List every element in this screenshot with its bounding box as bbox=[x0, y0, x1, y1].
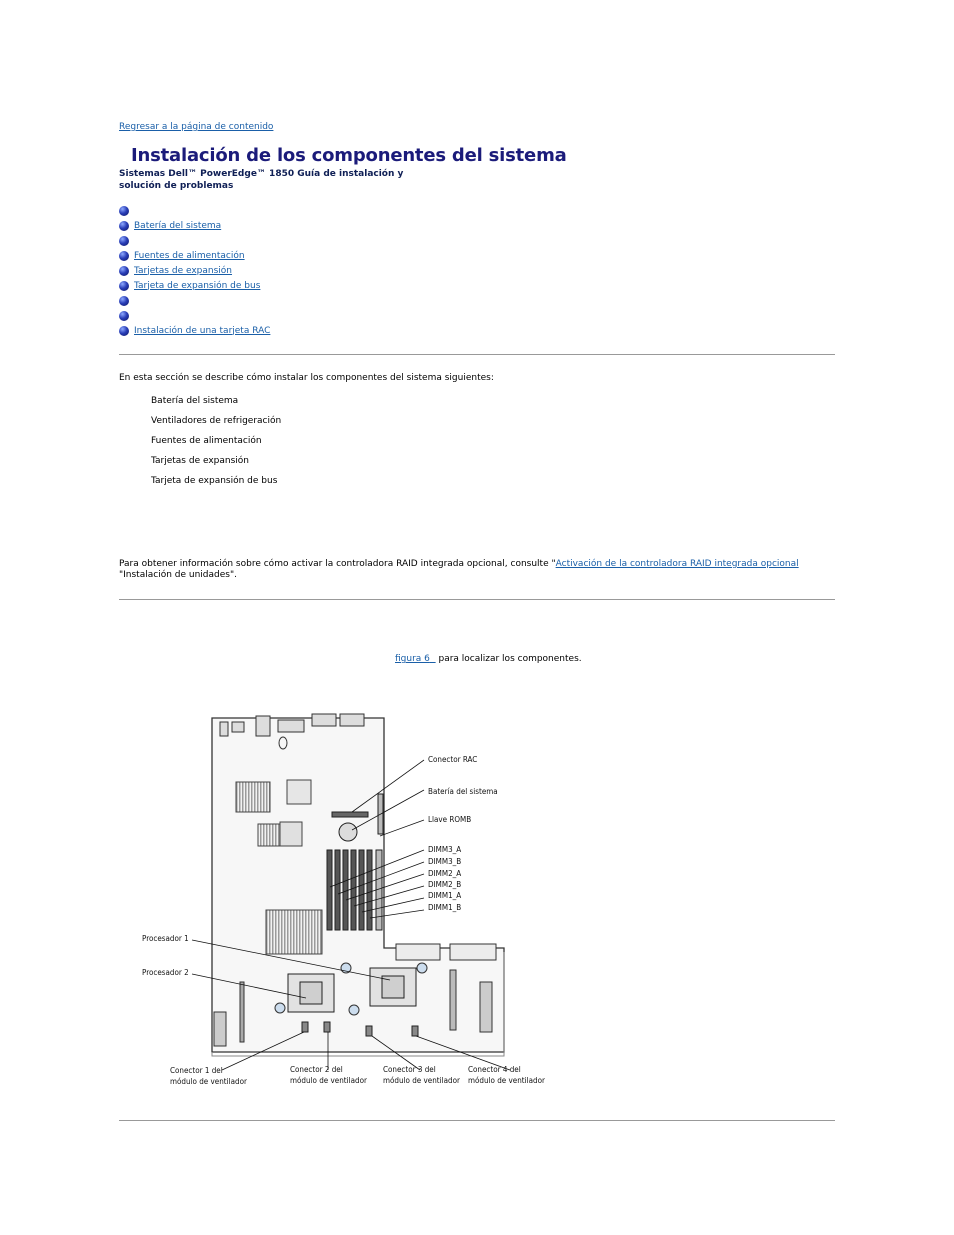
label-dimm3b: DIMM3_B bbox=[428, 857, 462, 866]
label-rac: Conector RAC bbox=[428, 755, 478, 764]
toc-item bbox=[119, 218, 273, 233]
label-dimm2b: DIMM2_B bbox=[428, 880, 462, 889]
component-list bbox=[151, 396, 281, 496]
bullet-icon bbox=[119, 326, 129, 336]
toc-item bbox=[119, 263, 273, 278]
toc-link-tarjeta-bus[interactable]: Tarjeta de expansión de bus bbox=[134, 280, 261, 291]
toc-link-bateria[interactable]: Batería del sistema bbox=[134, 220, 222, 231]
bullet-icon bbox=[119, 221, 129, 231]
label-fan-3-b: módulo de ventilador bbox=[383, 1076, 460, 1085]
label-processor-1: Procesador 1 bbox=[142, 934, 189, 943]
label-dimm1a: DIMM1_A bbox=[428, 891, 462, 900]
figure-reference bbox=[395, 654, 582, 664]
raid-text-2: "Instalación de unidades". bbox=[119, 570, 237, 580]
component-item: Batería del sistema bbox=[151, 396, 239, 406]
toc-link-3[interactable] bbox=[134, 236, 190, 245]
raid-paragraph bbox=[119, 559, 839, 581]
bullet-icon bbox=[119, 251, 129, 261]
toc-link-fuentes[interactable]: Fuentes de alimentación bbox=[134, 250, 245, 261]
bullet-icon bbox=[119, 311, 129, 321]
bullet-icon bbox=[119, 206, 129, 216]
bullet-icon bbox=[119, 296, 129, 306]
figure-link[interactable] bbox=[395, 654, 436, 664]
divider bbox=[119, 599, 835, 600]
divider bbox=[119, 354, 835, 355]
raid-text: Para obtener información sobre cómo activar la controladora RAID integrada opcional, consulte " bbox=[119, 559, 556, 569]
toc-link-7[interactable] bbox=[134, 296, 226, 305]
label-fan-4: Conector 4 del bbox=[468, 1065, 521, 1074]
component-item: Tarjeta de expansión de bus bbox=[151, 476, 278, 486]
figure-ref-text: para localizar los componentes. bbox=[435, 654, 582, 664]
toc-link-rac[interactable]: Instalación de una tarjeta RAC bbox=[134, 325, 271, 336]
table-of-contents bbox=[119, 203, 273, 338]
toc-link-8[interactable] bbox=[134, 311, 184, 320]
label-fan-1: Conector 1 del bbox=[170, 1066, 223, 1075]
toc-item bbox=[119, 248, 273, 263]
toc-item bbox=[119, 233, 273, 248]
label-fan-3: Conector 3 del bbox=[383, 1065, 436, 1074]
label-dimm1b: DIMM1_B bbox=[428, 903, 462, 912]
toc-item bbox=[119, 308, 273, 323]
label-fan-4-b: módulo de ventilador bbox=[468, 1076, 545, 1085]
label-fan-2: Conector 2 del bbox=[290, 1065, 343, 1074]
label-fan-1-b: módulo de ventilador bbox=[170, 1077, 247, 1086]
page-title: Instalación de los componentes del sistema bbox=[131, 145, 567, 166]
toc-link-tarjetas[interactable]: Tarjetas de expansión bbox=[134, 265, 233, 276]
raid-link[interactable]: Activación de la controladora RAID integrada opcional bbox=[555, 559, 799, 569]
bullet-icon bbox=[119, 266, 129, 276]
figure-link-label: figura 6 bbox=[395, 654, 430, 664]
divider bbox=[119, 1120, 835, 1121]
system-board-diagram bbox=[140, 712, 560, 1097]
intro-text: En esta sección se describe cómo instalar los componentes del sistema siguientes: bbox=[119, 373, 494, 383]
label-dimm3a: DIMM3_A bbox=[428, 845, 462, 854]
component-item: Fuentes de alimentación bbox=[151, 436, 262, 446]
toc-item bbox=[119, 293, 273, 308]
bullet-icon bbox=[119, 281, 129, 291]
label-romb: Llave ROMB bbox=[428, 815, 472, 824]
document-subtitle: Sistemas Dell™ PowerEdge™ 1850 Guía de instalación y solución de problemas bbox=[119, 169, 404, 191]
toc-item bbox=[119, 323, 273, 338]
toc-link-1[interactable] bbox=[134, 206, 273, 215]
bullet-icon bbox=[119, 236, 129, 246]
back-to-contents-link[interactable]: Regresar a la página de contenido bbox=[119, 122, 274, 132]
toc-item bbox=[119, 278, 273, 293]
component-item: Tarjetas de expansión bbox=[151, 456, 250, 466]
label-fan-2-b: módulo de ventilador bbox=[290, 1076, 367, 1085]
label-dimm2a: DIMM2_A bbox=[428, 869, 462, 878]
component-item: Ventiladores de refrigeración bbox=[151, 416, 282, 426]
label-battery: Batería del sistema bbox=[428, 787, 498, 796]
toc-item bbox=[119, 203, 273, 218]
label-processor-2: Procesador 2 bbox=[142, 968, 189, 977]
